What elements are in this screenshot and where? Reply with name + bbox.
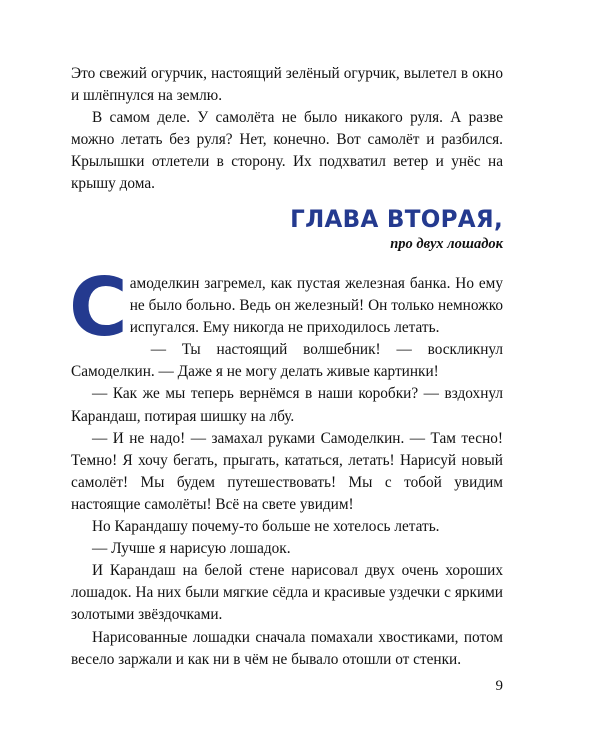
chapter-paragraph-3: — И не надо! — замахал руками Самоделкин. — Там тесно! Темно! Я хочу бегать, прыгать, кататься, летать! Нарисуй новый самолёт! Мы будем путешествовать! Мы с тобой увидим настоящие самолёты! Всё на свете увидим! (71, 429, 503, 513)
chapter-paragraph-2: — Как же мы теперь вернёмся в наши коробки? — вздохнул Карандаш, потирая шишку на лбу. (71, 385, 503, 425)
chapter-paragraph-6: И Карандаш на белой стене нарисовал двух очень хороших лошадок. На них были мягкие сёдла и красивые уздечки с яркими золотыми звёздочками. (71, 562, 503, 624)
chapter-paragraph-4: Но Карандашу почему-то больше не хотелось летать. (92, 518, 440, 536)
intro-paragraph-2: В самом деле. У самолёта не было никакого руля. А разве можно летать без руля? Нет, конечно. Вот самолёт и разбился. Крылышки отлетели в сторону. Их подхватил ветер и унёс на крышу дома. (71, 109, 503, 193)
drop-cap: С (69, 261, 128, 354)
chapter-paragraph-5: — Лучше я нарисую лошадок. (92, 540, 291, 558)
chapter-body (69, 261, 503, 671)
chapter-heading (71, 205, 503, 254)
chapter-title: ГЛАВА ВТОРАЯ, (290, 205, 503, 233)
chapter-subtitle: про двух лошадок (390, 236, 503, 252)
chapter-first-paragraph (69, 261, 503, 354)
page-number: 9 (495, 678, 503, 694)
intro-text (71, 63, 503, 196)
intro-paragraph-1: Это свежий огурчик, настоящий зелёный огурчик, вылетел в окно и шлёпнулся на землю. (71, 65, 503, 105)
chapter-paragraph-1: — Ты настоящий волшебник! — воскликнул Самоделкин. — Даже я не могу делать живые картинки! (71, 341, 503, 381)
first-paragraph-text: амоделкин загремел, как пустая железная банка. Но ему не было больно. Ведь он железный! Он только немножко испугался. Ему никогда не приходилось летать. (129, 275, 503, 337)
chapter-paragraph-7: Нарисованные лошадки сначала помахали хвостиками, потом весело заржали и как ни в чём не бывало отошли от стенки. (71, 628, 503, 668)
